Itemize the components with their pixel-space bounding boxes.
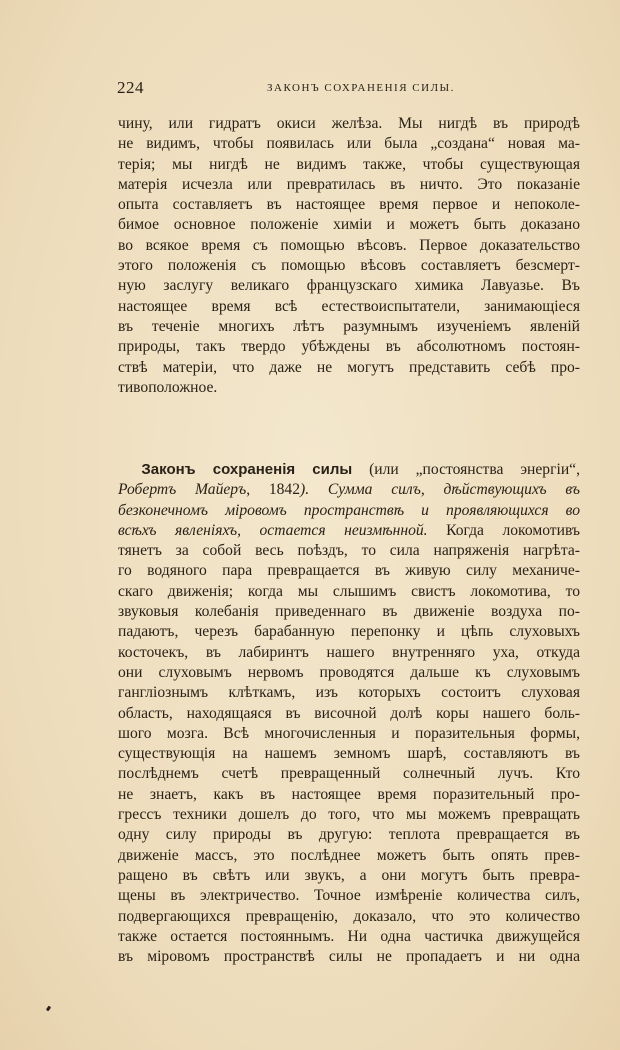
text-line: одну силу природы въ другую: теплота превращается въ [118,826,580,844]
text-line: го водяного пара превращается въ живую силу механиче- [118,562,580,580]
text-line: во всякое время съ помощью вѣсовъ. Первое доказательство [118,236,580,254]
heading-remark: (или „постоянства энергіи“, [352,461,580,478]
text-line: также остается постояннымъ. Ни одна частичка движущейся [118,927,580,945]
author-name: Робертъ Майеръ [118,481,247,499]
paragraph-energy-conservation [118,460,580,967]
text-line [118,480,580,500]
text-line: ращено въ свѣтъ или звукъ, а они могутъ быть превра- [118,866,580,884]
law-statement-start: ). Сумма силъ, дѣйствующихъ въ [300,481,581,499]
text-continuation: Когда локомотивъ [427,521,580,539]
text-line: природы, такъ твердо убѣждены въ абсолютномъ постоян- [118,338,580,356]
text-line: звуковыя колебанія приведеннаго въ движеніе воздуха по- [118,603,580,621]
text-line [118,521,580,541]
text-line: падаютъ, черезъ барабанную перепонку и цѣпь слуховыхъ [118,623,580,641]
text-line [118,460,580,480]
text-line: косточекъ, въ лабиринтъ нашего внутренняго уха, откуда [118,643,580,661]
text-line: ствѣ матеріи, что даже не могутъ представить себѣ про- [118,358,580,376]
text-line: щены въ электричество. Точное измѣреніе количества силъ, [118,887,580,905]
text-line: ганглiознымъ клѣткамъ, изъ которыхъ состоитъ слуховая [118,684,580,702]
text-line: движеніе массъ, это послѣднее можетъ быть опять прев- [118,846,580,864]
text-line: скаго движенія; когда мы слышимъ свистъ локомотива, то [118,582,580,600]
text-line: настоящее время всѣ естествоиспытатели, занимающіеся [118,297,580,315]
text-line: ную заслугу великаго французскаго химика Лавуазье. Въ [118,277,580,295]
text-line: они слуховымъ нервомъ проводятся дальше къ слуховымъ [118,663,580,681]
text-line: грессъ техники дошелъ до того, что мы можемъ превращать [118,806,580,824]
text-line: опыта составляетъ въ настоящее время первое и непоколе- [118,196,580,214]
text-line: этого положенія съ помощью вѣсовъ составляетъ безсмерт- [118,257,580,275]
page-header [117,78,577,100]
ink-speck [46,1006,51,1012]
text-line: не знаетъ, какъ въ настоящее время поразительный про- [118,785,580,803]
law-statement: безконечномъ міровомъ пространствѣ и проявляющихся во [118,501,580,519]
text-line: шого мозга. Всѣ многочисленныя и поразительныя формы, [118,724,580,742]
text-line: матерія исчезла или превратилась въ ничто. Это показаніе [118,175,580,193]
law-statement-end: всѣхъ явленіяхъ, остается неизмѣнной. [118,521,428,539]
text-line: послѣднемъ счетѣ превращенный солнечный лучъ. Кто [118,765,580,783]
running-title: ЗАКОНЪ СОХРАНЕНІЯ СИЛЫ. [267,82,455,94]
section-heading: Законъ сохраненія силы [141,461,353,478]
text-line: бимое основное положеніе химіи и можетъ быть доказано [118,216,580,234]
text-line: терія; мы нигдѣ не видимъ также, чтобы существующая [118,155,580,173]
year: , 1842 [246,481,301,499]
text-line: подвергающихся превращенію, доказало, что это количество [118,907,580,925]
text-line: чину, или гидратъ окиси желѣза. Мы нигдѣ въ природѣ [118,115,580,132]
text-line: область, находящаяся въ височной долѣ коры нашего боль- [118,704,580,722]
text-line: тянетъ за собой весь поѣздъ, то сила напряженія нагрѣта- [118,542,580,560]
text-line: тивоположное. [118,378,218,396]
page-number: 224 [117,78,144,97]
text-line: существующія на нашемъ земномъ шарѣ, составляютъ въ [118,745,580,763]
text-line: не видимъ, чтобы появилась или была „создана“ новая ма- [118,135,580,153]
text-line: въ теченіе многихъ лѣтъ разумнымъ изученіемъ явленій [118,317,580,335]
paragraph-matter-conservation [118,114,580,398]
text-line: въ міровомъ пространствѣ силы не пропадаетъ и ни одна [118,948,580,966]
